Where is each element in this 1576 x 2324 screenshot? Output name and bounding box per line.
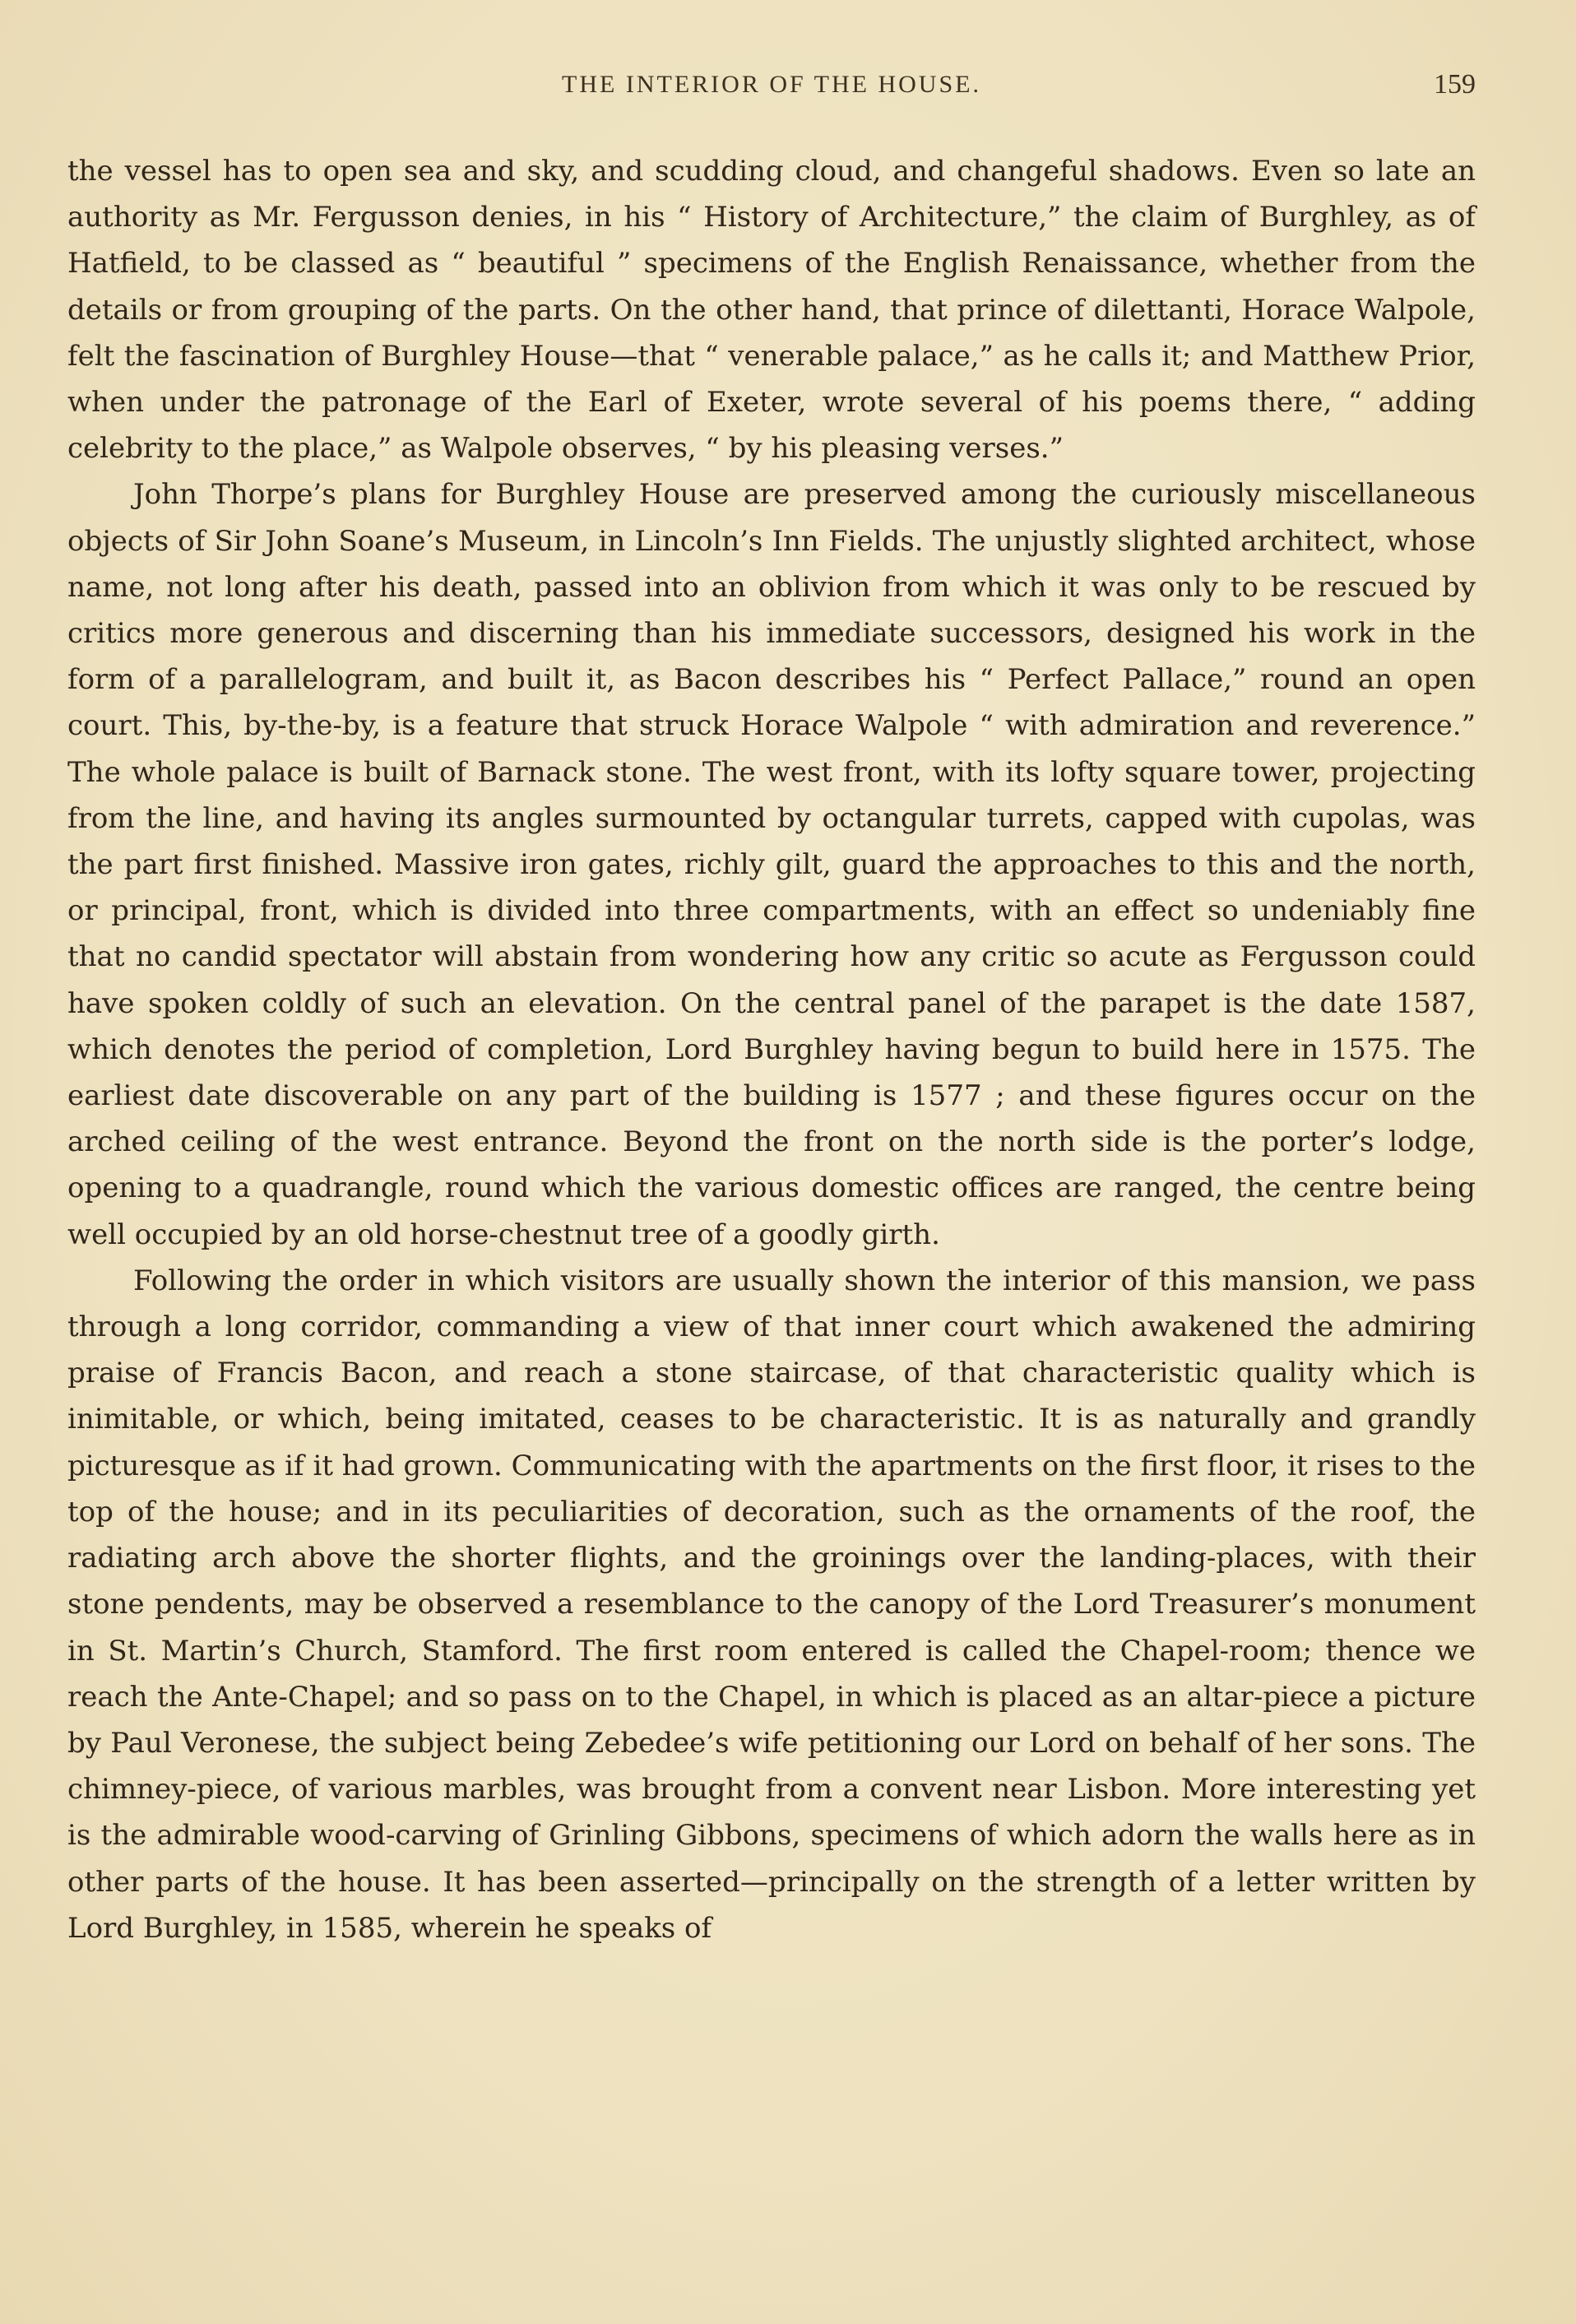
paragraph-1: the vessel has to open sea and sky, and scudding cloud, and changeful shadows. Even so late an authority as Mr. Fergusson denies, in his “ History of Architecture,” the claim of Burghley, as of Hatfield, to be classed as “ beautiful ” specimens of the English Renaissance, whether from the details or from grouping of the parts. On the other hand, that prince of dilettanti, Horace Walpole, felt the fascination of Burghley House—that “ venerable palace,” as he calls it; and Matthew Prior, when under the patronage of the Earl of Exeter, wrote several of his poems there, “ adding celebrity to the place,” as Walpole observes, “ by his pleasing verses.”: [67, 155, 1476, 466]
paragraph-3: Following the order in which visitors are usually shown the interior of this mansion, we pass through a long corridor, commanding a view of that inner court which awakened the admiring praise of Francis Bacon, and reach a stone staircase, of that characteristic quality which is inimitable, or which, being imitated, ceases to be characteristic. It is as naturally and grandly picturesque as if it had grown. Communicating with the apartments on the first floor, it rises to the top of the house; and in its peculiarities of decoration, such as the ornaments of the roof, the radiating arch above the shorter flights, and the groinings over the landing-places, with their stone pendents, may be observed a resemblance to the canopy of the Lord Treasurer’s monument in St. Martin’s Church, Stamford. The first room entered is called the Chapel-room; thence we reach the Ante-Chapel; and so pass on to the Chapel, in which is placed as an altar-piece a picture by Paul Veronese, the subject being Zebedee’s wife petitioning our Lord on behalf of her sons. The chimney-piece, of various marbles, was brought from a convent near Lisbon. More interesting yet is the admirable wood-carving of Grinling Gibbons, specimens of which adorn the walls here as in other parts of the house. It has been asserted—principally on the strength of a letter written by Lord Burghley, in 1585, wherein he speaks of: [67, 1264, 1476, 1945]
paragraph-2: John Thorpe’s plans for Burghley House are preserved among the curiously miscellaneous objects of Sir John Soane’s Museum, in Lincoln’s Inn Fields. The unjustly slighted architect, whose name, not long after his death, passed into an oblivion from which it was only to be rescued by critics more generous and discerning than his immediate successors, designed his work in the form of a parallelogram, and built it, as Bacon describes his “ Perfect Pallace,” round an open court. This, by-the-by, is a feature that struck Horace Walpole “ with admiration and reverence.” The whole palace is built of Barnack stone. The west front, with its lofty square tower, projecting from the line, and having its angles surmounted by octangular turrets, capped with cupolas, was the part first finished. Massive iron gates, richly gilt, guard the approaches to this and the north, or principal, front, which is divided into three compartments, with an effect so undeniably fine that no candid spectator will abstain from wondering how any critic so acute as Fergusson could have spoken coldly of such an elevation. On the central panel of the parapet is the date 1587, which denotes the period of completion, Lord Burghley having begun to build here in 1575. The earliest date discoverable on any part of the building is 1577 ; and these figures occur on the arched ceiling of the west entrance. Beyond the front on the north side is the porter’s lodge, opening to a quadrangle, round which the various domestic offices are ranged, the centre being well occupied by an old horse-chestnut tree of a goodly girth.: [67, 478, 1476, 1251]
page-header: [67, 71, 1476, 114]
running-title: THE INTERIOR OF THE HOUSE.: [562, 71, 981, 98]
body-text: [67, 148, 1476, 1951]
page-number: 159: [1434, 69, 1476, 100]
